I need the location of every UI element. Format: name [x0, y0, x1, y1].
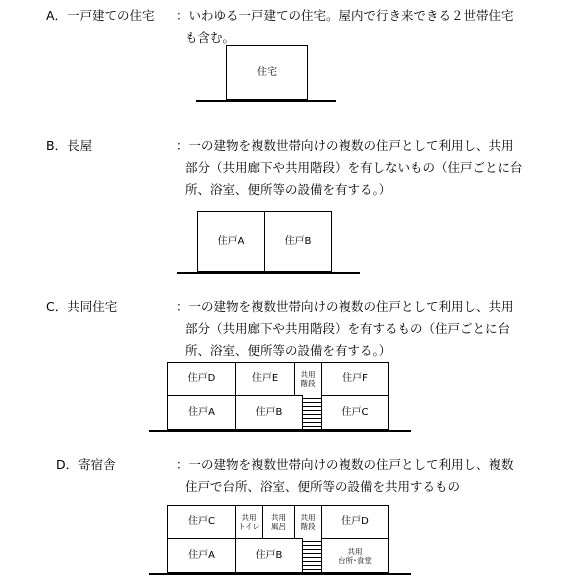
section-b-desc-line: ：一の建物を複数世帯向けの複数の住戸として利用し、共用	[176, 138, 514, 153]
shared-stairs-box: 共用 階段	[294, 505, 322, 539]
section-b-label: B．長屋	[46, 138, 93, 153]
section-b-description	[176, 135, 523, 201]
section-c-desc-line: ：一の建物を複数世帯向けの複数の住戸として利用し、共用	[176, 299, 514, 314]
unit-f-box: 住戸F	[321, 362, 389, 396]
section-a-label: A．一戸建ての住宅	[46, 8, 155, 23]
ground-line-b	[177, 272, 360, 274]
unit-b-box: 住戸B	[235, 538, 303, 573]
unit-a-box: 住戸A	[167, 395, 236, 430]
ground-line-d	[149, 573, 411, 575]
section-d-desc-line: 住戸で台所、浴室、便所等の設備を共用するもの	[185, 479, 461, 494]
section-c-desc-line: 部分（共用廊下や共用階段）を有するもの（住戸ごとに台	[185, 321, 511, 336]
section-d-desc-line: ：一の建物を複数世帯向けの複数の住戸として利用し、複数	[176, 457, 514, 472]
section-c-description	[176, 296, 514, 362]
unit-b-box: 住戸B	[264, 211, 332, 272]
section-b-desc-line: 部分（共用廊下や共用階段）を有しないもの（住戸ごとに台	[185, 160, 523, 175]
shared-kitchen-dining-box: 共用 台所･食堂	[321, 538, 389, 573]
stairs-graphic	[302, 395, 322, 430]
ground-line-c	[149, 430, 411, 432]
section-c-desc-line: 所、浴室、便所等の設備を有する。）	[185, 343, 392, 358]
unit-c-box: 住戸C	[167, 505, 236, 539]
unit-c-box: 住戸C	[321, 395, 389, 430]
section-b-desc-line: 所、浴室、便所等の設備を有する。）	[185, 182, 392, 197]
unit-d-box: 住戸D	[321, 505, 389, 539]
stairs-graphic	[302, 538, 322, 573]
unit-d-box: 住戸D	[167, 362, 236, 396]
section-a-desc-line: も含む。	[185, 30, 236, 45]
ground-line-a	[196, 100, 336, 102]
shared-stairs-box: 共用 階段	[294, 362, 322, 396]
section-d-description	[176, 454, 514, 498]
shared-bath-box: 共用 風呂	[262, 505, 295, 539]
section-c-label: C．共同住宅	[46, 299, 118, 314]
section-a-desc-line: ：いわゆる一戸建ての住宅。屋内で行き来できる２世帯住宅	[176, 8, 514, 23]
shared-toilet-box: 共用 トイレ	[235, 505, 263, 539]
unit-a-box: 住戸A	[197, 211, 265, 272]
unit-b-box: 住戸B	[235, 395, 303, 430]
section-d-label: D．寄宿舎	[56, 457, 116, 472]
section-a-description	[176, 5, 514, 49]
unit-a-box: 住戸A	[167, 538, 236, 573]
house-box: 住宅	[226, 45, 308, 100]
unit-e-box: 住戸E	[235, 362, 295, 396]
